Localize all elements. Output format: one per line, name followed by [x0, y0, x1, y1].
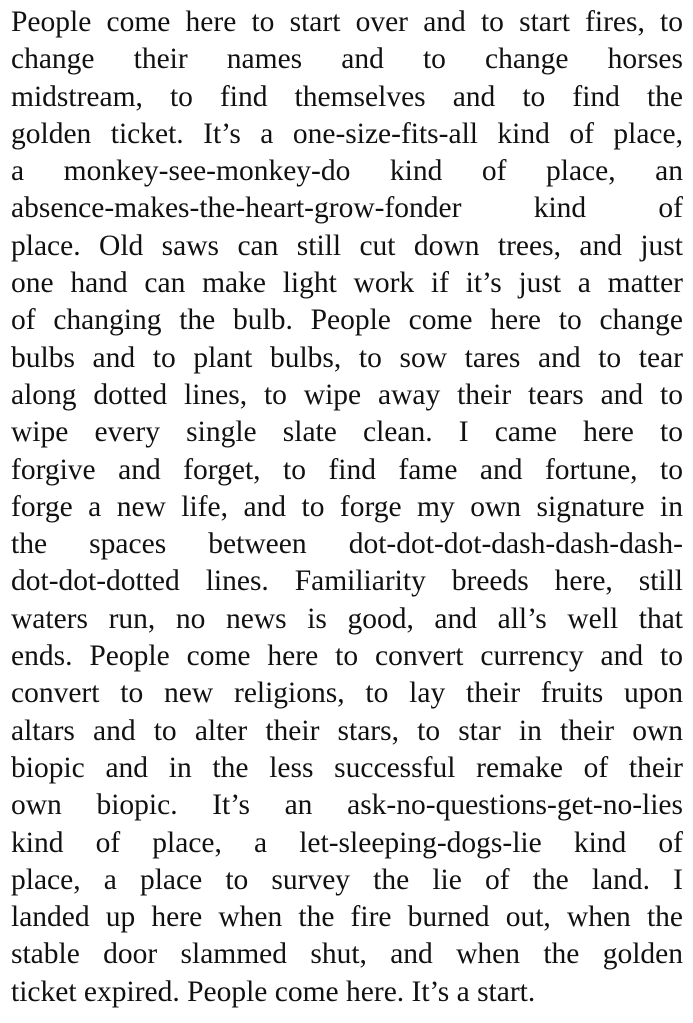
text-line-last: ticket expired. People come here. It’s a start. — [11, 975, 536, 1008]
text-line: wipe every single slate clean. I came here to — [11, 416, 683, 449]
text-line: own biopic. It’s an ask-no-questions-get-no-lies — [11, 789, 683, 822]
text-line: golden ticket. It’s a one-size-fits-all kind of place, — [11, 117, 683, 150]
text-line: of changing the bulb. People come here to change — [11, 304, 683, 337]
text-line: change their names and to change horses — [11, 43, 683, 76]
text-line: People come here to start over and to start fires, to — [11, 6, 683, 38]
text-line: midstream, to find themselves and to find the — [11, 80, 683, 113]
text-line: waters run, no news is good, and all’s well that — [11, 602, 683, 635]
text-line: ends. People come here to convert currency and to — [11, 640, 683, 673]
text-line: landed up here when the fire burned out, when the — [11, 901, 683, 934]
text-line: place. Old saws can still cut down trees, and just — [11, 229, 683, 262]
text-line: absence-makes-the-heart-grow-fonder kind of — [11, 192, 683, 225]
text-line: altars and to alter their stars, to star in their own — [11, 714, 683, 747]
text-line: dot-dot-dotted lines. Familiarity breeds here, still — [11, 565, 683, 598]
text-line: bulbs and to plant bulbs, to sow tares and to tear — [11, 341, 683, 374]
text-line: kind of place, a let-sleeping-dogs-lie kind of — [11, 826, 683, 859]
text-line: one hand can make light work if it’s just a matter — [11, 267, 683, 300]
text-line: forgive and forget, to find fame and fortune, to — [11, 453, 683, 486]
text-line: stable door slammed shut, and when the golden — [11, 938, 683, 971]
text-line: along dotted lines, to wipe away their tears and to — [11, 378, 683, 411]
text-line: place, a place to survey the lie of the land. I — [11, 863, 683, 896]
body-paragraph — [11, 4, 683, 1011]
text-line: forge a new life, and to forge my own signature in — [11, 490, 683, 523]
text-line: a monkey-see-monkey-do kind of place, an — [11, 155, 683, 188]
text-line: biopic and in the less successful remake of their — [11, 751, 683, 784]
text-line: convert to new religions, to lay their fruits upon — [11, 677, 683, 710]
text-line: the spaces between dot-dot-dot-dash-dash-dash- — [11, 528, 683, 561]
